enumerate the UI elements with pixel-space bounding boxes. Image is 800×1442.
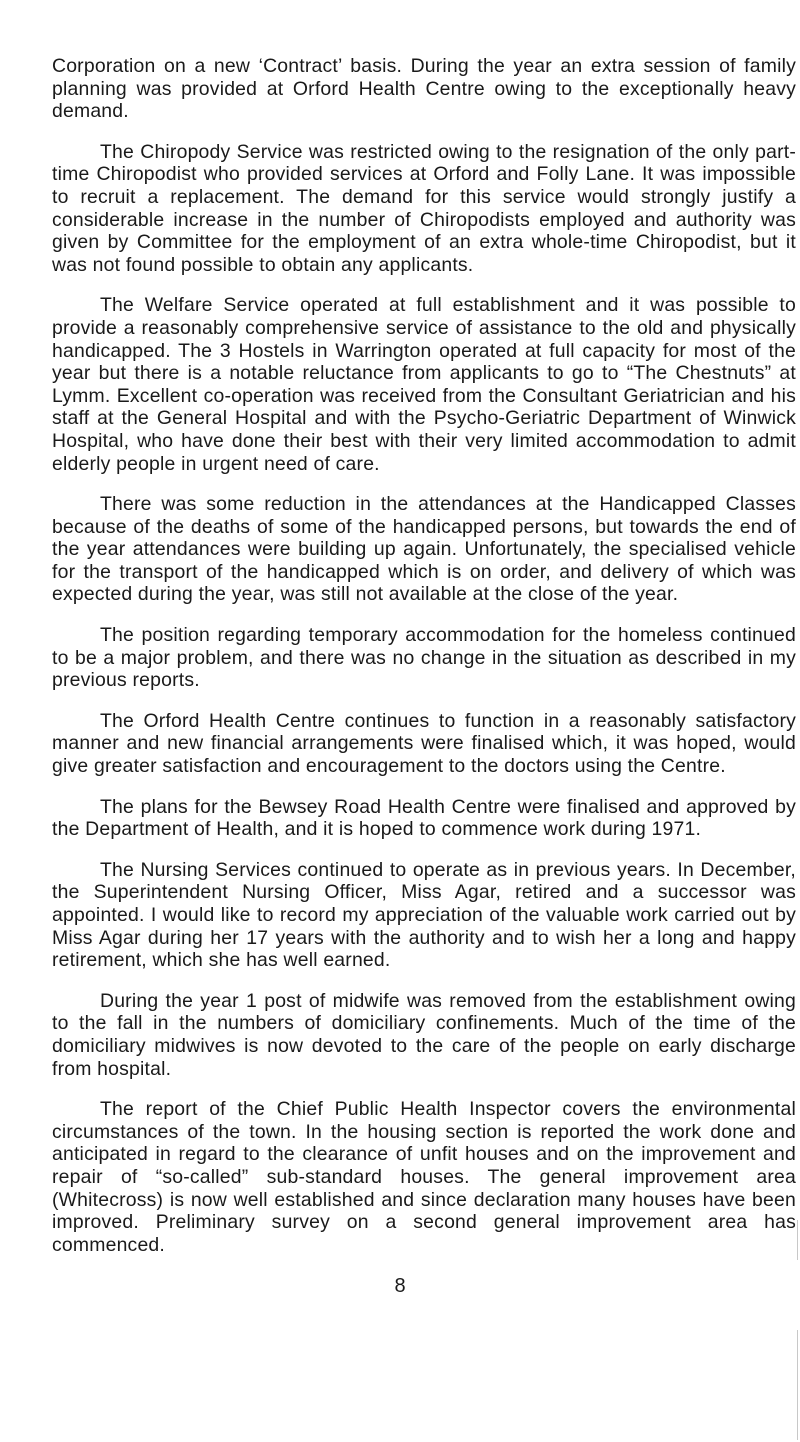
paragraph-chiropody-service: The Chiropody Service was restricted owing to the resignation of the only part-time Chiropodist who provided services at Orford and Folly Lane. It was impossible to recruit a replacement. The demand for this service would strongly justify a considerable increase in the number of Chiropodists employed and authority was given by Committee for the employment of an extra whole-time Chiropodist, but it was not found possible to obtain any applicants. [52,140,796,276]
paragraph-welfare-service: The Welfare Service operated at full establishment and it was possible to provide a reasonably comprehensive service of assistance to the old and physically handicapped. The 3 Hostels in Warrington operated at full capacity for most of the year but there is a notable reluctance from applicants to go to “The Chestnuts” at Lymm. Excellent co-operation was received from the Consultant Geriatrician and his staff at the General Hospital and with the Psycho-Geriatric Department of Winwick Hospital, who have done their best with their very limited accommodation to admit elderly people in urgent need of care. [52,294,796,475]
paragraph-handicapped-classes: There was some reduction in the attendances at the Handicapped Classes because of the deaths of some of the handicapped persons, but towards the end of the year attendances were building up again. Unfortunately, the specialised vehicle for the transport of the handicapped which is on order, and delivery of which was expected during the year, was still not available at the close of the year. [52,493,796,606]
paragraph-bewsey-road-health-centre: The plans for the Bewsey Road Health Centre were finalised and approved by the Department of Health, and it is hoped to commence work during 1971. [52,795,796,841]
page-number: 8 [394,1275,406,1297]
document-body [52,55,796,1274]
paragraph-nursing-services: The Nursing Services continued to operate as in previous years. In December, the Superintendent Nursing Officer, Miss Agar, retired and a successor was appointed. I would like to record my appreciation of the valuable work carried out by Miss Agar during her 17 years with the authority and to wish her a long and happy retirement, which she has well earned. [52,858,796,972]
scan-edge-mark [797,1330,798,1440]
paragraph-family-planning: Corporation on a new ‘Contract’ basis. During the year an extra session of family planning was provided at Orford Health Centre owing to the exceptionally heavy demand. [52,55,796,123]
scan-edge-mark [797,1220,798,1260]
paragraph-temporary-accommodation: The position regarding temporary accommodation for the homeless continued to be a major problem, and there was no change in the situation as described in my previous reports. [52,624,796,692]
paragraph-public-health-inspector: The report of the Chief Public Health Inspector covers the environmental circumstances of the town. In the housing section is reported the work done and anticipated in regard to the clearance of unfit houses and on the improvement and repair of “so-called” sub-standard houses. The general improvement area (Whitecross) is now well established and since declaration many houses have been improved. Preliminary survey on a second general improvement area has commenced. [52,1098,796,1256]
paragraph-midwife-post: During the year 1 post of midwife was removed from the establishment owing to the fall in the numbers of domiciliary confinements. Much of the time of the domiciliary midwives is now devoted to the care of the people on early discharge from hospital. [52,989,796,1080]
paragraph-orford-health-centre: The Orford Health Centre continues to function in a reasonably satisfactory manner and new financial arrangements were finalised which, it was hoped, would give greater satisfaction and encouragement to the doctors using the Centre. [52,709,796,778]
